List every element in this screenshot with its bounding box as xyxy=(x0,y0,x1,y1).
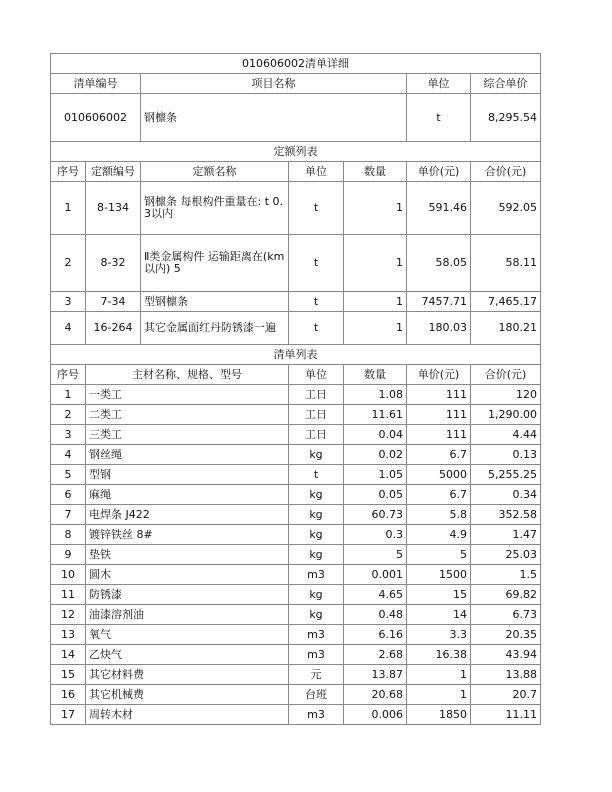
quota-qty: 1 xyxy=(344,292,407,312)
material-total: 11.11 xyxy=(471,705,541,725)
material-total: 43.94 xyxy=(471,645,541,665)
material-qty: 4.65 xyxy=(344,585,407,605)
material-unit: kg xyxy=(289,445,344,465)
material-no: 17 xyxy=(51,705,86,725)
quota-name: Ⅱ类金属构件 运输距离在(km以内) 5 xyxy=(141,235,289,292)
quota-row xyxy=(51,235,541,292)
material-name: 其它机械费 xyxy=(86,685,289,705)
material-qty: 1.05 xyxy=(344,465,407,485)
material-no: 11 xyxy=(51,585,86,605)
quota-header-no: 序号 xyxy=(51,162,86,182)
material-name: 氧气 xyxy=(86,625,289,645)
material-row xyxy=(51,505,541,525)
material-unit: 工日 xyxy=(289,405,344,425)
quota-unit-price: 180.03 xyxy=(407,312,471,345)
item-unit: t xyxy=(407,94,471,142)
header-unit: 单位 xyxy=(407,74,471,94)
material-unit: m3 xyxy=(289,625,344,645)
quota-total: 7,465.17 xyxy=(471,292,541,312)
material-unit: kg xyxy=(289,605,344,625)
material-header-total: 合价(元) xyxy=(471,365,541,385)
material-unit: m3 xyxy=(289,565,344,585)
material-no: 4 xyxy=(51,445,86,465)
material-no: 10 xyxy=(51,565,86,585)
material-name: 型钢 xyxy=(86,465,289,485)
material-name: 其它材料费 xyxy=(86,665,289,685)
material-header-name: 主材名称、规格、型号 xyxy=(86,365,289,385)
material-name: 圆木 xyxy=(86,565,289,585)
material-header-qty: 数量 xyxy=(344,365,407,385)
quota-total: 592.05 xyxy=(471,182,541,235)
material-unit: 工日 xyxy=(289,425,344,445)
material-total: 69.82 xyxy=(471,585,541,605)
material-no: 1 xyxy=(51,385,86,405)
material-qty: 60.73 xyxy=(344,505,407,525)
material-unit-price: 5.8 xyxy=(407,505,471,525)
material-row xyxy=(51,645,541,665)
material-qty: 20.68 xyxy=(344,685,407,705)
quota-no: 2 xyxy=(51,235,86,292)
material-name: 防锈漆 xyxy=(86,585,289,605)
material-unit: 工日 xyxy=(289,385,344,405)
quota-header-total: 合价(元) xyxy=(471,162,541,182)
material-name: 麻绳 xyxy=(86,485,289,505)
material-row xyxy=(51,685,541,705)
quota-header-unit-price: 单价(元) xyxy=(407,162,471,182)
quota-code: 8-32 xyxy=(86,235,141,292)
material-total: 5,255.25 xyxy=(471,465,541,485)
material-total: 1.5 xyxy=(471,565,541,585)
material-total: 25.03 xyxy=(471,545,541,565)
material-name: 油漆溶剂油 xyxy=(86,605,289,625)
material-qty: 6.16 xyxy=(344,625,407,645)
bill-code: 010606002 xyxy=(51,94,141,142)
material-unit: kg xyxy=(289,505,344,525)
material-name: 电焊条 J422 xyxy=(86,505,289,525)
material-unit: 台班 xyxy=(289,685,344,705)
material-unit: m3 xyxy=(289,645,344,665)
material-no: 8 xyxy=(51,525,86,545)
material-total: 1,290.00 xyxy=(471,405,541,425)
quota-unit-price: 591.46 xyxy=(407,182,471,235)
material-row xyxy=(51,565,541,585)
material-no: 13 xyxy=(51,625,86,645)
quota-name: 型钢檩条 xyxy=(141,292,289,312)
material-no: 12 xyxy=(51,605,86,625)
quota-code: 16-264 xyxy=(86,312,141,345)
material-qty: 0.3 xyxy=(344,525,407,545)
material-name: 周转木材 xyxy=(86,705,289,725)
material-no: 5 xyxy=(51,465,86,485)
material-name: 乙炔气 xyxy=(86,645,289,665)
material-unit: m3 xyxy=(289,705,344,725)
material-section-title: 清单列表 xyxy=(51,345,541,365)
quota-total: 58.11 xyxy=(471,235,541,292)
material-qty: 1.08 xyxy=(344,385,407,405)
quota-unit-price: 58.05 xyxy=(407,235,471,292)
material-row xyxy=(51,525,541,545)
quota-row xyxy=(51,312,541,345)
material-total: 0.13 xyxy=(471,445,541,465)
table-title: 010606002清单详细 xyxy=(51,54,541,74)
quota-name: 钢檩条 每根构件重量在: t 0.3以内 xyxy=(141,182,289,235)
material-unit-price: 111 xyxy=(407,405,471,425)
material-no: 3 xyxy=(51,425,86,445)
material-unit: kg xyxy=(289,485,344,505)
material-qty: 0.02 xyxy=(344,445,407,465)
quota-total: 180.21 xyxy=(471,312,541,345)
material-row xyxy=(51,405,541,425)
quota-qty: 1 xyxy=(344,182,407,235)
material-row xyxy=(51,545,541,565)
quota-unit: t xyxy=(289,182,344,235)
material-total: 20.35 xyxy=(471,625,541,645)
material-row xyxy=(51,445,541,465)
material-name: 垫铁 xyxy=(86,545,289,565)
material-qty: 2.68 xyxy=(344,645,407,665)
material-no: 16 xyxy=(51,685,86,705)
quota-name: 其它金属面红丹防锈漆一遍 xyxy=(141,312,289,345)
quota-header-unit: 单位 xyxy=(289,162,344,182)
material-unit-price: 3.3 xyxy=(407,625,471,645)
material-row xyxy=(51,465,541,485)
material-name: 三类工 xyxy=(86,425,289,445)
quota-row xyxy=(51,292,541,312)
quota-no: 1 xyxy=(51,182,86,235)
material-qty: 5 xyxy=(344,545,407,565)
quota-no: 3 xyxy=(51,292,86,312)
material-qty: 13.87 xyxy=(344,665,407,685)
material-unit: 元 xyxy=(289,665,344,685)
quota-unit-price: 7457.71 xyxy=(407,292,471,312)
quota-no: 4 xyxy=(51,312,86,345)
material-row xyxy=(51,485,541,505)
material-no: 2 xyxy=(51,405,86,425)
quota-unit: t xyxy=(289,292,344,312)
material-unit: kg xyxy=(289,585,344,605)
material-header-unit: 单位 xyxy=(289,365,344,385)
quota-header-name: 定额名称 xyxy=(141,162,289,182)
material-unit: kg xyxy=(289,525,344,545)
material-row xyxy=(51,665,541,685)
material-unit-price: 1500 xyxy=(407,565,471,585)
material-qty: 0.006 xyxy=(344,705,407,725)
quota-qty: 1 xyxy=(344,235,407,292)
material-name: 钢丝绳 xyxy=(86,445,289,465)
bill-detail-table xyxy=(50,53,541,725)
header-composite-price: 综合单价 xyxy=(471,74,541,94)
material-qty: 0.04 xyxy=(344,425,407,445)
material-total: 0.34 xyxy=(471,485,541,505)
material-unit: t xyxy=(289,465,344,485)
quota-unit: t xyxy=(289,235,344,292)
quota-unit: t xyxy=(289,312,344,345)
material-unit-price: 15 xyxy=(407,585,471,605)
quota-row xyxy=(51,182,541,235)
material-unit: kg xyxy=(289,545,344,565)
header-bill-code: 清单编号 xyxy=(51,74,141,94)
material-row xyxy=(51,425,541,445)
material-no: 9 xyxy=(51,545,86,565)
material-unit-price: 1850 xyxy=(407,705,471,725)
material-unit-price: 16.38 xyxy=(407,645,471,665)
material-qty: 11.61 xyxy=(344,405,407,425)
material-name: 二类工 xyxy=(86,405,289,425)
header-item-name: 项目名称 xyxy=(141,74,407,94)
material-unit-price: 1 xyxy=(407,685,471,705)
composite-price: 8,295.54 xyxy=(471,94,541,142)
material-unit-price: 4.9 xyxy=(407,525,471,545)
material-unit-price: 111 xyxy=(407,385,471,405)
material-unit-price: 6.7 xyxy=(407,485,471,505)
material-row xyxy=(51,605,541,625)
material-unit-price: 5 xyxy=(407,545,471,565)
material-qty: 0.48 xyxy=(344,605,407,625)
quota-code: 8-134 xyxy=(86,182,141,235)
quota-header-code: 定额编号 xyxy=(86,162,141,182)
material-no: 6 xyxy=(51,485,86,505)
quota-header-qty: 数量 xyxy=(344,162,407,182)
item-name: 钢檩条 xyxy=(141,94,407,142)
material-row xyxy=(51,385,541,405)
material-header-unit-price: 单价(元) xyxy=(407,365,471,385)
material-name: 一类工 xyxy=(86,385,289,405)
material-unit-price: 1 xyxy=(407,665,471,685)
quota-qty: 1 xyxy=(344,312,407,345)
material-total: 13.88 xyxy=(471,665,541,685)
quota-code: 7-34 xyxy=(86,292,141,312)
material-row xyxy=(51,705,541,725)
material-unit-price: 111 xyxy=(407,425,471,445)
material-total: 4.44 xyxy=(471,425,541,445)
material-unit-price: 6.7 xyxy=(407,445,471,465)
material-name: 镀锌铁丝 8# xyxy=(86,525,289,545)
material-row xyxy=(51,625,541,645)
material-no: 14 xyxy=(51,645,86,665)
material-qty: 0.001 xyxy=(344,565,407,585)
material-total: 6.73 xyxy=(471,605,541,625)
material-row xyxy=(51,585,541,605)
material-total: 20.7 xyxy=(471,685,541,705)
material-total: 120 xyxy=(471,385,541,405)
quota-section-title: 定额列表 xyxy=(51,142,541,162)
material-no: 15 xyxy=(51,665,86,685)
material-total: 352.58 xyxy=(471,505,541,525)
material-header-no: 序号 xyxy=(51,365,86,385)
material-total: 1.47 xyxy=(471,525,541,545)
material-unit-price: 5000 xyxy=(407,465,471,485)
material-unit-price: 14 xyxy=(407,605,471,625)
material-no: 7 xyxy=(51,505,86,525)
material-qty: 0.05 xyxy=(344,485,407,505)
